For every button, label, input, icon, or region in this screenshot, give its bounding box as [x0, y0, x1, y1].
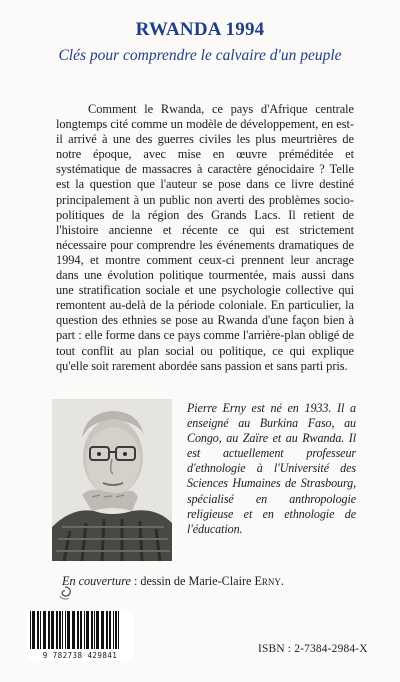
- author-photo: [52, 399, 172, 561]
- cover-credit-label: En couverture: [62, 574, 131, 588]
- summary-paragraph: Comment le Rwanda, ce pays d'Afrique centrale longtemps cité comme un modèle de développement, en est-il arrivé à une des guerres civiles les plus meurtrières de notre époque, avec mise en œuvre préméditée et systématique de massacres à caractère génocidaire ? Telle est la question que l'auteur se pose dans ce livre destiné principalement à un public non averti des problèmes socio-politiques de la région des Grands Lacs. Il retient de l'histoire ancienne et récente ce qui est strictement nécessaire pour comprendre les événements dramatiques de 1994, et montre comment ceux-ci prennent leur ancrage dans une évolution politique tourmentée, mais aussi dans une stratification sociale et une psychologie collective qui remontent au-delà de la période coloniale. En particulier, la question des ethnies se pose au Rwanda d'une façon bien à part : elle forme dans ce pays comme l'arrière-plan obligé de tout conflit au plan social ou politique, ce qui explique qu'elle soit rarement abordée sans passion et sans parti pris.: [56, 102, 354, 373]
- barcode-digits: 9 782738 429841: [42, 651, 118, 660]
- barcode: [27, 611, 133, 661]
- isbn: ISBN : 2-7384-2984-X: [258, 643, 368, 655]
- cover-credit: [62, 574, 362, 589]
- cover-credit-text: : dessin de Marie-Claire: [130, 574, 255, 588]
- cover-credit-name: Erny.: [254, 574, 284, 588]
- barcode-bars: [27, 611, 133, 649]
- author-bio: Pierre Erny est né en 1933. Il a enseigné au Burkina Faso, au Congo, au Zaïre et au Rwanda. Il est actuellement professeur d'ethnologie à l'Université des Sciences Humaines de Strasbourg, spécialisé en anthropologie religieuse et en ethnologie de l'éducation.: [187, 401, 356, 536]
- author-portrait-icon: [52, 399, 172, 561]
- book-title: RWANDA 1994: [135, 19, 265, 40]
- barcode-bar: [119, 611, 121, 649]
- book-subtitle: Clés pour comprendre le calvaire d'un peuple: [58, 47, 342, 64]
